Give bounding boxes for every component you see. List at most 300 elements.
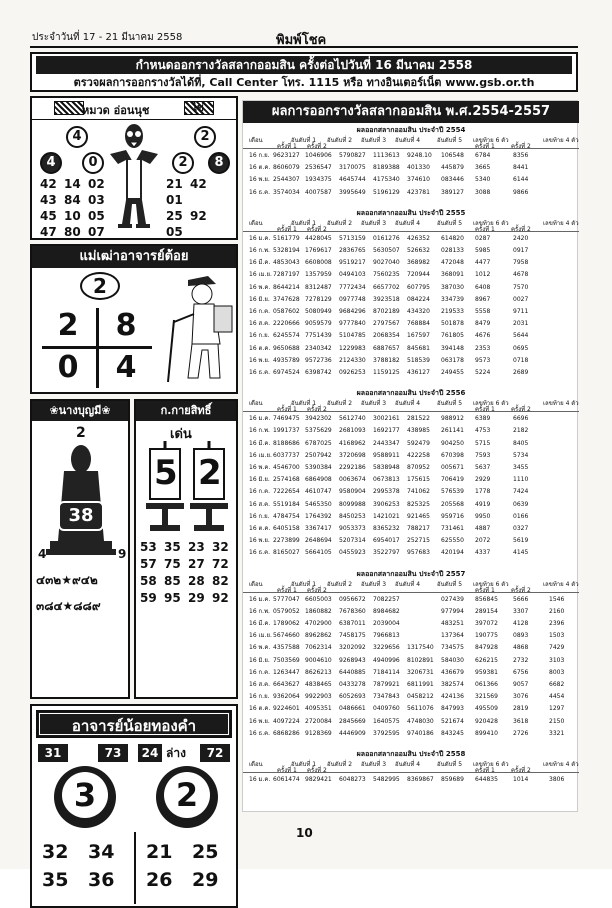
result-cell: 16 ก.ย. <box>249 693 270 701</box>
column-header: อันดับที่ 5 <box>437 761 463 768</box>
result-cell: 0327 <box>513 524 529 532</box>
sub-header: ครั้งที่ 1 <box>277 225 297 233</box>
result-cell: 3367417 <box>305 524 332 532</box>
result-cell: 0695 <box>513 344 529 352</box>
result-cell: 16 ต.ค. <box>249 524 271 532</box>
result-cell: 4753 <box>475 427 491 435</box>
result-cell: 7278129 <box>305 295 332 303</box>
result-row <box>243 283 579 293</box>
column-header: อันดับที่ 4 <box>395 761 421 768</box>
result-cell: 8405 <box>513 439 529 447</box>
result-cell: 592479 <box>407 439 430 447</box>
result-cell: 3076 <box>513 693 529 701</box>
result-row <box>243 307 579 317</box>
result-cell: 6868286 <box>273 729 300 737</box>
result-row <box>243 188 579 198</box>
result-row <box>243 331 579 341</box>
result-cell: 2574168 <box>273 476 300 484</box>
result-cell: 2443347 <box>373 439 400 447</box>
result-cell: 281522 <box>407 415 430 423</box>
result-cell: 6061474 <box>273 776 300 783</box>
result-cell: 16 เม.ย. <box>249 451 272 459</box>
result-cell: 2420 <box>513 234 529 242</box>
column-header: เลขท้าย 6 ตัว <box>473 580 509 588</box>
kor-kaisit-number-grid: 53 35 23 32 57 75 27 72 58 85 28 82 59 95 29 92 <box>140 540 229 605</box>
result-cell: 959381 <box>475 668 498 676</box>
result-cell: 5630507 <box>373 246 400 254</box>
result-cell: 261141 <box>441 427 464 435</box>
result-cell: 16 ก.ค. <box>249 307 271 315</box>
result-cell: 2726 <box>513 729 529 737</box>
result-cell: 061366 <box>475 680 498 688</box>
result-row <box>243 500 579 510</box>
page-number: 10 <box>296 826 313 840</box>
result-cell: 16 ม.ค. <box>249 595 271 603</box>
nang-boonmee-title: ❀นางบุญมี❀ <box>32 401 128 421</box>
result-cell: 720944 <box>407 271 430 279</box>
result-cell: 16 มี.ค. <box>249 259 271 267</box>
result-row <box>243 692 579 702</box>
result-cell: 6954017 <box>373 537 400 545</box>
result-cell: 8312487 <box>305 283 332 291</box>
result-cell: 8644214 <box>273 283 300 291</box>
column-header: อันดับที่ 4 <box>395 400 421 408</box>
result-cell: 6887657 <box>373 344 400 352</box>
result-cell: 16 ก.พ. <box>249 427 270 435</box>
result-cell: 16 ม.ค. <box>249 234 271 242</box>
onnut-header <box>32 98 236 120</box>
result-cell: 7570 <box>513 283 529 291</box>
result-cell: 9623127 <box>273 152 300 159</box>
result-cell: 9057 <box>513 680 529 688</box>
result-cell: 16 ต.ค. <box>249 705 271 713</box>
result-cell: 9059579 <box>305 320 332 328</box>
result-cell: 16 ส.ค. <box>249 680 271 688</box>
result-cell: 434320 <box>407 307 430 315</box>
result-cell: 1263447 <box>273 668 300 676</box>
result-cell: 6144 <box>513 176 529 184</box>
result-cell: 445879 <box>441 164 464 172</box>
result-cell: 5790827 <box>339 152 366 159</box>
result-row <box>243 704 579 714</box>
result-cell: 9027040 <box>373 259 400 267</box>
result-cell: 9922903 <box>305 693 332 701</box>
result-row <box>243 439 579 449</box>
left-number: 4 <box>38 547 47 561</box>
sub-header: ครั้งที่ 2 <box>511 767 531 774</box>
sub-header: ครั้งที่ 2 <box>307 143 327 150</box>
result-cell: 4610747 <box>305 488 332 496</box>
result-cell: 6387011 <box>339 619 366 627</box>
result-cell: 4097224 <box>273 717 300 725</box>
result-cell: 0673813 <box>373 476 400 484</box>
result-cell: 3307 <box>513 607 529 615</box>
result-cell: 16 ส.ค. <box>249 500 271 508</box>
result-row <box>243 775 579 785</box>
result-cell: 289154 <box>475 607 498 615</box>
result-cell: 6408 <box>475 283 491 291</box>
result-cell: 3170075 <box>339 164 366 172</box>
column-header: เดือน <box>249 400 263 408</box>
year-title: ผลออกสลากออมสิน ประจำปี 2554 <box>356 126 466 134</box>
result-cell: 394148 <box>441 344 464 352</box>
result-cell: 6608008 <box>305 259 332 267</box>
result-cell: 0409760 <box>373 705 400 713</box>
result-cell: 5777047 <box>273 595 300 603</box>
right-big-circle: 2 <box>156 766 218 828</box>
grandma-toi-title: แม่เฒ่าอาจารย์ต้อย <box>32 246 236 268</box>
check-results-info: ตรวจผลการออกรางวัลได้ที่, Call Center โทร. 1115 หรือ ทางอินเตอร์เน็ต www.gsb.or.th <box>73 76 535 89</box>
result-cell: 16 ก.ย. <box>249 152 270 159</box>
column-headers <box>243 759 579 773</box>
result-cell: 768884 <box>407 320 430 328</box>
result-cell: 5985 <box>475 246 491 254</box>
result-cell: 2031 <box>513 320 529 328</box>
result-cell: 3747628 <box>273 295 300 303</box>
result-cell: 2124330 <box>339 356 366 364</box>
result-cell: 424136 <box>441 693 464 701</box>
result-cell: 16 ก.ค. <box>249 488 271 496</box>
result-cell: 1110 <box>513 476 529 484</box>
result-cell: 1046906 <box>305 152 332 159</box>
result-cell: 6974524 <box>273 368 300 376</box>
result-cell: 028133 <box>441 246 464 254</box>
results-column <box>242 100 578 812</box>
result-row <box>243 234 579 244</box>
result-row <box>243 344 579 354</box>
result-cell: 8702189 <box>373 307 400 315</box>
result-row <box>243 319 579 329</box>
column-header: เลขท้าย 6 ตัว <box>473 400 509 408</box>
column-header: เดือน <box>249 580 263 588</box>
right-number-grid: 21 4201 25 9205 <box>166 177 207 239</box>
result-cell: 16 ก.ย. <box>249 512 270 520</box>
top-right-circle: 2 <box>194 126 216 148</box>
result-cell: 16 มิ.ย. <box>249 656 270 664</box>
result-cell: 2732 <box>513 656 529 664</box>
column-header: อันดับที่ 3 <box>361 580 387 588</box>
result-cell: 847993 <box>441 705 464 713</box>
left-pairs: 32 34 35 36 <box>42 841 115 891</box>
result-cell: 1317540 <box>407 644 434 652</box>
left-tag-1: 31 <box>38 744 68 762</box>
result-cell: 501878 <box>441 320 464 328</box>
result-cell: 6440885 <box>339 668 366 676</box>
result-cell: 4168962 <box>339 439 366 447</box>
thai-numerals-line-2: ๓๘๔★๘๘๙ <box>36 599 101 613</box>
result-row <box>243 717 579 727</box>
result-cell: 6784 <box>475 152 491 159</box>
result-cell: 16 ม.ค. <box>249 415 271 423</box>
result-cell: 422258 <box>407 451 430 459</box>
result-cell: 0494103 <box>339 271 366 279</box>
result-cell: 5644 <box>513 332 529 340</box>
result-row <box>243 607 579 617</box>
result-cell: 607795 <box>407 283 430 291</box>
header-rule <box>30 46 578 48</box>
column-header: อันดับที่ 2 <box>327 137 353 144</box>
divider <box>134 832 136 904</box>
result-cell: 7958 <box>513 259 529 267</box>
result-cell: 6405158 <box>273 524 300 532</box>
result-cell: 6052693 <box>339 693 366 701</box>
result-row <box>243 246 579 256</box>
result-cell: 1769617 <box>305 246 332 254</box>
result-cell: 3002161 <box>373 415 400 423</box>
result-cell: 063178 <box>441 356 464 364</box>
result-cell: 4838465 <box>305 680 332 688</box>
result-cell: 5340 <box>475 176 491 184</box>
result-row <box>243 595 579 605</box>
result-cell: 3522797 <box>373 549 400 557</box>
left-big-circle: 3 <box>54 766 116 828</box>
result-cell: 5734 <box>513 451 529 459</box>
right-circle-1: 2 <box>172 152 194 174</box>
issue-date: ประจำวันที่ 17 - 21 มีนาคม 2558 <box>32 32 183 43</box>
result-cell: 9580904 <box>339 488 366 496</box>
result-cell: 2182 <box>513 427 529 435</box>
result-cell: 7593 <box>475 451 491 459</box>
result-cell: 4546700 <box>273 463 300 471</box>
result-row <box>243 414 579 424</box>
result-cell: 5196129 <box>373 188 400 196</box>
result-cell: 2797567 <box>373 320 400 328</box>
result-cell: 387030 <box>441 283 464 291</box>
sub-header: ครั้งที่ 1 <box>277 767 297 774</box>
result-cell: 8165027 <box>273 549 300 557</box>
result-cell: 0433278 <box>339 680 366 688</box>
result-cell: 084224 <box>407 295 430 303</box>
result-cell: 1991737 <box>273 427 300 435</box>
result-cell: 5838948 <box>373 463 400 471</box>
right-circle-2: 8 <box>208 152 230 174</box>
result-cell: 0893 <box>513 632 529 640</box>
result-cell: 920428 <box>475 717 498 725</box>
column-header: อันดับที่ 2 <box>327 219 353 227</box>
results-title: ผลการออกรางวัลสลากออมสิน พ.ศ.2554-2557 <box>243 101 579 123</box>
result-cell: 2353 <box>475 344 491 352</box>
sub-header: ครั้งที่ 1 <box>277 586 297 594</box>
result-cell: 5619 <box>513 537 529 545</box>
result-cell: 5207314 <box>339 537 366 545</box>
grandma-toi-circle: 2 <box>80 272 120 300</box>
result-cell: 16 ก.ค. <box>249 668 271 676</box>
result-cell: 7879921 <box>373 680 400 688</box>
result-cell: 1546 <box>549 595 565 603</box>
result-cell: 3229656 <box>373 644 400 652</box>
column-header: อันดับที่ 3 <box>361 219 387 227</box>
result-cell: 8479 <box>475 320 491 328</box>
result-cell: 8189388 <box>373 164 400 172</box>
result-cell: 1640575 <box>373 717 400 725</box>
left-circle-1: 4 <box>40 152 62 174</box>
result-cell: 5482995 <box>373 776 400 783</box>
result-cell: 4887 <box>475 524 491 532</box>
column-headers <box>243 218 579 232</box>
column-header: เลขท้าย 4 ตัว <box>543 580 579 588</box>
result-cell: 6605003 <box>305 595 332 603</box>
sub-header: ครั้งที่ 2 <box>307 406 327 414</box>
result-cell: 16 มี.ค. <box>249 619 271 627</box>
result-cell: 731461 <box>441 524 464 532</box>
result-cell: 9650688 <box>273 344 300 352</box>
result-cell: 4935789 <box>273 356 300 364</box>
column-header: เลขท้าย 6 ตัว <box>473 761 509 768</box>
result-row <box>243 619 579 629</box>
result-cell: 6048273 <box>339 776 366 783</box>
column-header: อันดับที่ 1 <box>291 137 317 144</box>
result-cell: 2536547 <box>305 164 332 172</box>
result-row <box>243 151 579 161</box>
column-header: เลขท้าย 4 ตัว <box>543 137 579 144</box>
sub-header: ครั้งที่ 2 <box>307 767 327 774</box>
result-cell: 7424 <box>513 488 529 496</box>
result-cell: 2648694 <box>305 537 332 545</box>
result-cell: 0587602 <box>273 307 300 315</box>
featured-label: เด่น <box>170 427 192 442</box>
left-tag-2: 73 <box>98 744 128 762</box>
publication-name: พิมพ์โชค <box>276 33 327 48</box>
result-row <box>243 463 579 473</box>
result-cell: 9573 <box>475 356 491 364</box>
result-cell: 2072 <box>475 537 491 545</box>
result-cell: 4337 <box>475 549 491 557</box>
result-cell: 9950 <box>475 512 491 520</box>
result-cell: 0063674 <box>339 476 366 484</box>
result-cell: 1357959 <box>305 271 332 279</box>
onnut-box <box>30 96 238 240</box>
result-cell: 175615 <box>407 476 430 484</box>
result-cell: 401330 <box>407 164 430 172</box>
result-cell: 843245 <box>441 729 464 737</box>
result-cell: 005671 <box>441 463 464 471</box>
column-header: เดือน <box>249 137 263 144</box>
result-cell: 106548 <box>441 152 464 159</box>
sub-header: ครั้งที่ 2 <box>511 586 531 594</box>
right-pairs: 21 25 26 29 <box>146 841 219 891</box>
result-cell: 16 มิ.ย. <box>249 476 270 484</box>
center-number: 38 <box>58 501 104 531</box>
result-cell: 845681 <box>407 344 430 352</box>
result-cell: 2160 <box>549 607 565 615</box>
result-row <box>243 548 579 558</box>
result-cell: 7222654 <box>273 488 300 496</box>
result-cell: 7678360 <box>339 607 366 615</box>
result-cell: 4868 <box>513 644 529 652</box>
result-cell: 7184114 <box>373 668 400 676</box>
result-row <box>243 512 579 522</box>
result-cell: 5637 <box>475 463 491 471</box>
result-cell: 472048 <box>441 259 464 267</box>
thai-numerals-line-1: ๔๓๒★๙๔๒ <box>36 573 98 587</box>
top-left-circle: 4 <box>66 126 88 148</box>
result-cell: 8356 <box>513 152 529 159</box>
result-cell: 16 พ.ย. <box>249 176 270 184</box>
result-cell: 625550 <box>441 537 464 545</box>
result-cell: 2150 <box>549 717 565 725</box>
result-cell: 16 เม.ย. <box>249 271 272 279</box>
result-cell: 374610 <box>407 176 430 184</box>
result-cell: 0161276 <box>373 234 400 242</box>
result-cell: 2819 <box>513 705 529 713</box>
result-cell: 16 ม.ค. <box>249 776 271 783</box>
result-cell: 3665 <box>475 164 491 172</box>
result-cell: 423781 <box>407 188 430 196</box>
result-cell: 6245574 <box>273 332 300 340</box>
result-cell: 6864908 <box>305 476 332 484</box>
result-cell: 16 ธ.ค. <box>249 549 271 557</box>
column-headers <box>243 579 579 593</box>
result-cell: 6696 <box>513 415 529 423</box>
result-cell: 2273899 <box>273 537 300 545</box>
result-cell: 904250 <box>441 439 464 447</box>
result-cell: 5519184 <box>273 500 300 508</box>
result-cell: 6756 <box>513 668 529 676</box>
result-cell: 957683 <box>407 549 430 557</box>
column-header: เลขท้าย 4 ตัว <box>543 219 579 227</box>
result-cell: 0579052 <box>273 607 300 615</box>
result-cell: 870952 <box>407 463 430 471</box>
result-row <box>243 680 579 690</box>
result-row <box>243 175 579 185</box>
result-cell: 0486661 <box>339 705 366 713</box>
result-cell: 9224601 <box>273 705 300 713</box>
result-cell: 5713159 <box>339 234 366 242</box>
result-cell: 16 พ.ค. <box>249 463 271 471</box>
sub-header: ครั้งที่ 1 <box>277 143 297 150</box>
result-cell: 4145 <box>513 549 529 557</box>
result-cell: 2292186 <box>339 463 366 471</box>
result-cell: 7347843 <box>373 693 400 701</box>
result-cell: 9866 <box>513 188 529 196</box>
result-row <box>243 668 579 678</box>
result-row <box>243 426 579 436</box>
result-cell: 2836765 <box>339 246 366 254</box>
result-cell: 8369867 <box>407 776 434 783</box>
result-row <box>243 163 579 173</box>
result-cell: 252715 <box>407 537 430 545</box>
result-cell: 249455 <box>441 368 464 376</box>
grandma-toi-box <box>30 244 238 394</box>
grid-cell: 2 <box>57 308 79 343</box>
result-cell: 3103 <box>549 656 565 664</box>
result-cell: 4007587 <box>305 188 332 196</box>
result-cell: 2689 <box>513 368 529 376</box>
year-title: ผลออกสลากออมสิน ประจำปี 2558 <box>356 750 466 758</box>
result-cell: 6037737 <box>273 451 300 459</box>
sub-header: ครั้งที่ 2 <box>307 586 327 594</box>
result-cell: 6398742 <box>305 368 332 376</box>
result-cell: 483251 <box>441 619 464 627</box>
result-cell: 16 ธ.ค. <box>249 188 271 196</box>
sub-header: ครั้งที่ 1 <box>475 586 495 594</box>
result-cell: 1934375 <box>305 176 332 184</box>
column-header: เลขท้าย 4 ตัว <box>543 761 579 768</box>
result-cell: 5674660 <box>273 632 300 640</box>
kor-kaisit-box <box>134 399 238 699</box>
result-cell: 2039004 <box>373 619 400 627</box>
result-cell: 382574 <box>441 680 464 688</box>
column-header: อันดับที่ 5 <box>437 580 463 588</box>
result-cell: 3942302 <box>305 415 332 423</box>
right-number: 9 <box>118 547 127 561</box>
result-row <box>243 258 579 268</box>
result-cell: 5666 <box>513 595 529 603</box>
result-row <box>243 270 579 280</box>
grid-cell: 0 <box>57 350 79 385</box>
result-cell: 8003 <box>549 668 565 676</box>
result-cell: 0287 <box>475 234 491 242</box>
